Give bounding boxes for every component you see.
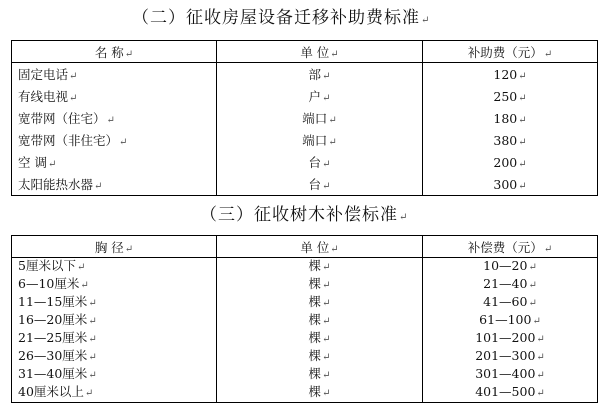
paragraph-mark-icon: ↵ bbox=[532, 316, 541, 327]
paragraph-mark-icon: ↵ bbox=[322, 262, 331, 273]
paragraph-mark-icon: ↵ bbox=[518, 158, 527, 170]
table-row bbox=[12, 107, 598, 129]
paragraph-mark-icon: ↵ bbox=[69, 71, 78, 82]
tree-amount: 10—20↵ bbox=[423, 258, 598, 277]
tree-compensation-table bbox=[11, 235, 598, 403]
paragraph-mark-icon: ↵ bbox=[528, 262, 537, 273]
tree-unit: 棵↵ bbox=[217, 348, 423, 366]
tree-amount: 201—300↵ bbox=[423, 348, 598, 366]
tree-diameter: 21—25厘米↵ bbox=[12, 330, 217, 348]
table-row bbox=[12, 63, 598, 86]
paragraph-mark-icon: ↵ bbox=[322, 159, 331, 170]
paragraph-mark-icon: ↵ bbox=[47, 159, 57, 170]
paragraph-mark-icon: ↵ bbox=[69, 93, 78, 104]
tree-diameter: 11—15厘米↵ bbox=[12, 294, 217, 312]
paragraph-mark-icon: ↵ bbox=[124, 48, 134, 60]
tree-amount: 41—60↵ bbox=[423, 294, 598, 312]
tree-unit: 棵↵ bbox=[217, 294, 423, 312]
item-unit: 台↵ bbox=[217, 151, 423, 173]
column-header-compensation: 补偿费（元）↵ bbox=[423, 236, 598, 258]
paragraph-mark-icon: ↵ bbox=[528, 280, 537, 291]
paragraph-mark-icon: ↵ bbox=[106, 115, 115, 126]
table-row bbox=[12, 276, 598, 294]
paragraph-mark-icon: ↵ bbox=[518, 114, 527, 126]
paragraph-mark-icon: ↵ bbox=[124, 243, 134, 255]
tree-diameter: 31—40厘米↵ bbox=[12, 366, 217, 384]
paragraph-mark-icon: ↵ bbox=[536, 388, 545, 399]
paragraph-mark-icon: ↵ bbox=[543, 243, 553, 255]
paragraph-mark-icon: ↵ bbox=[322, 280, 331, 291]
tree-unit: 棵↵ bbox=[217, 276, 423, 294]
paragraph-mark-icon: ↵ bbox=[322, 316, 331, 327]
item-amount: 250↵ bbox=[423, 85, 598, 107]
tree-diameter: 6—10厘米↵ bbox=[12, 276, 217, 294]
item-unit: 端口↵ bbox=[217, 129, 423, 151]
tree-unit: 棵↵ bbox=[217, 384, 423, 403]
tree-unit: 棵↵ bbox=[217, 312, 423, 330]
tree-amount: 301—400↵ bbox=[423, 366, 598, 384]
paragraph-mark-icon: ↵ bbox=[322, 334, 331, 345]
table-row bbox=[12, 366, 598, 384]
item-name: 固定电话↵ bbox=[12, 63, 217, 86]
tree-unit: 棵↵ bbox=[217, 366, 423, 384]
paragraph-mark-icon: ↵ bbox=[399, 212, 408, 223]
paragraph-mark-icon: ↵ bbox=[328, 137, 337, 148]
column-header-name: 名 称↵ bbox=[12, 41, 217, 63]
table-row bbox=[12, 330, 598, 348]
item-amount: 200↵ bbox=[423, 151, 598, 173]
paragraph-mark-icon: ↵ bbox=[88, 370, 97, 381]
table-row bbox=[12, 348, 598, 366]
paragraph-mark-icon: ↵ bbox=[536, 334, 545, 345]
item-amount: 180↵ bbox=[423, 107, 598, 129]
table-row bbox=[12, 173, 598, 196]
table-row bbox=[12, 151, 598, 173]
item-amount: 120↵ bbox=[423, 63, 598, 86]
paragraph-mark-icon: ↵ bbox=[94, 181, 103, 192]
paragraph-mark-icon: ↵ bbox=[543, 48, 553, 60]
paragraph-mark-icon: ↵ bbox=[322, 93, 331, 104]
equipment-relocation-table bbox=[11, 40, 598, 196]
item-name: 太阳能热水器↵ bbox=[12, 173, 217, 196]
paragraph-mark-icon: ↵ bbox=[536, 370, 545, 381]
column-header-unit: 单 位↵ bbox=[217, 236, 423, 258]
table-row bbox=[12, 384, 598, 403]
paragraph-mark-icon: ↵ bbox=[328, 115, 337, 126]
tree-diameter: 16—20厘米↵ bbox=[12, 312, 217, 330]
tree-amount: 401—500↵ bbox=[423, 384, 598, 403]
item-unit: 台↵ bbox=[217, 173, 423, 196]
paragraph-mark-icon: ↵ bbox=[322, 370, 331, 381]
table-row bbox=[12, 294, 598, 312]
paragraph-mark-icon: ↵ bbox=[528, 298, 537, 309]
paragraph-mark-icon: ↵ bbox=[322, 181, 331, 192]
section2-title-text: （二）征收房屋设备迁移补助费标准 bbox=[132, 8, 420, 28]
column-header-unit: 单 位↵ bbox=[217, 41, 423, 63]
tree-unit: 棵↵ bbox=[217, 330, 423, 348]
section3-title bbox=[200, 205, 608, 228]
paragraph-mark-icon: ↵ bbox=[518, 136, 527, 148]
item-name: 宽带网（住宅）↵ bbox=[12, 107, 217, 129]
tree-amount: 61—100↵ bbox=[423, 312, 598, 330]
paragraph-mark-icon: ↵ bbox=[88, 334, 97, 345]
paragraph-mark-icon: ↵ bbox=[421, 15, 430, 26]
item-amount: 300↵ bbox=[423, 173, 598, 196]
paragraph-mark-icon: ↵ bbox=[518, 70, 527, 82]
section2-title bbox=[132, 8, 608, 31]
paragraph-mark-icon: ↵ bbox=[322, 388, 331, 399]
section3-title-text: （三）征收树木补偿标准 bbox=[200, 205, 398, 225]
paragraph-mark-icon: ↵ bbox=[322, 298, 331, 309]
item-name: 空 调↵ bbox=[12, 151, 217, 173]
tree-amount: 21—40↵ bbox=[423, 276, 598, 294]
table-row bbox=[12, 85, 598, 107]
paragraph-mark-icon: ↵ bbox=[76, 262, 86, 273]
paragraph-mark-icon: ↵ bbox=[119, 137, 128, 148]
table-row bbox=[12, 129, 598, 151]
paragraph-mark-icon: ↵ bbox=[518, 180, 527, 192]
column-header-subsidy: 补助费（元）↵ bbox=[423, 41, 598, 63]
item-unit: 户↵ bbox=[217, 85, 423, 107]
table-header-row bbox=[12, 41, 598, 63]
paragraph-mark-icon: ↵ bbox=[88, 298, 97, 309]
item-name: 有线电视↵ bbox=[12, 85, 217, 107]
paragraph-mark-icon: ↵ bbox=[330, 243, 339, 255]
table-row bbox=[12, 258, 598, 277]
tree-diameter: 26—30厘米↵ bbox=[12, 348, 217, 366]
paragraph-mark-icon: ↵ bbox=[536, 352, 545, 363]
tree-amount: 101—200↵ bbox=[423, 330, 598, 348]
paragraph-mark-icon: ↵ bbox=[84, 388, 94, 399]
paragraph-mark-icon: ↵ bbox=[518, 92, 527, 104]
table-header-row bbox=[12, 236, 598, 258]
column-header-diameter: 胸 径↵ bbox=[12, 236, 217, 258]
paragraph-mark-icon: ↵ bbox=[330, 48, 339, 60]
item-unit: 部↵ bbox=[217, 63, 423, 86]
paragraph-mark-icon: ↵ bbox=[88, 352, 97, 363]
tree-diameter: 40厘米以上↵ bbox=[12, 384, 217, 403]
item-name: 宽带网（非住宅）↵ bbox=[12, 129, 217, 151]
paragraph-mark-icon: ↵ bbox=[322, 352, 331, 363]
item-amount: 380↵ bbox=[423, 129, 598, 151]
paragraph-mark-icon: ↵ bbox=[80, 280, 89, 291]
tree-diameter: 5厘米以下↵ bbox=[12, 258, 217, 277]
table-row bbox=[12, 312, 598, 330]
paragraph-mark-icon: ↵ bbox=[88, 316, 97, 327]
paragraph-mark-icon: ↵ bbox=[322, 71, 331, 82]
item-unit: 端口↵ bbox=[217, 107, 423, 129]
tree-unit: 棵↵ bbox=[217, 258, 423, 277]
